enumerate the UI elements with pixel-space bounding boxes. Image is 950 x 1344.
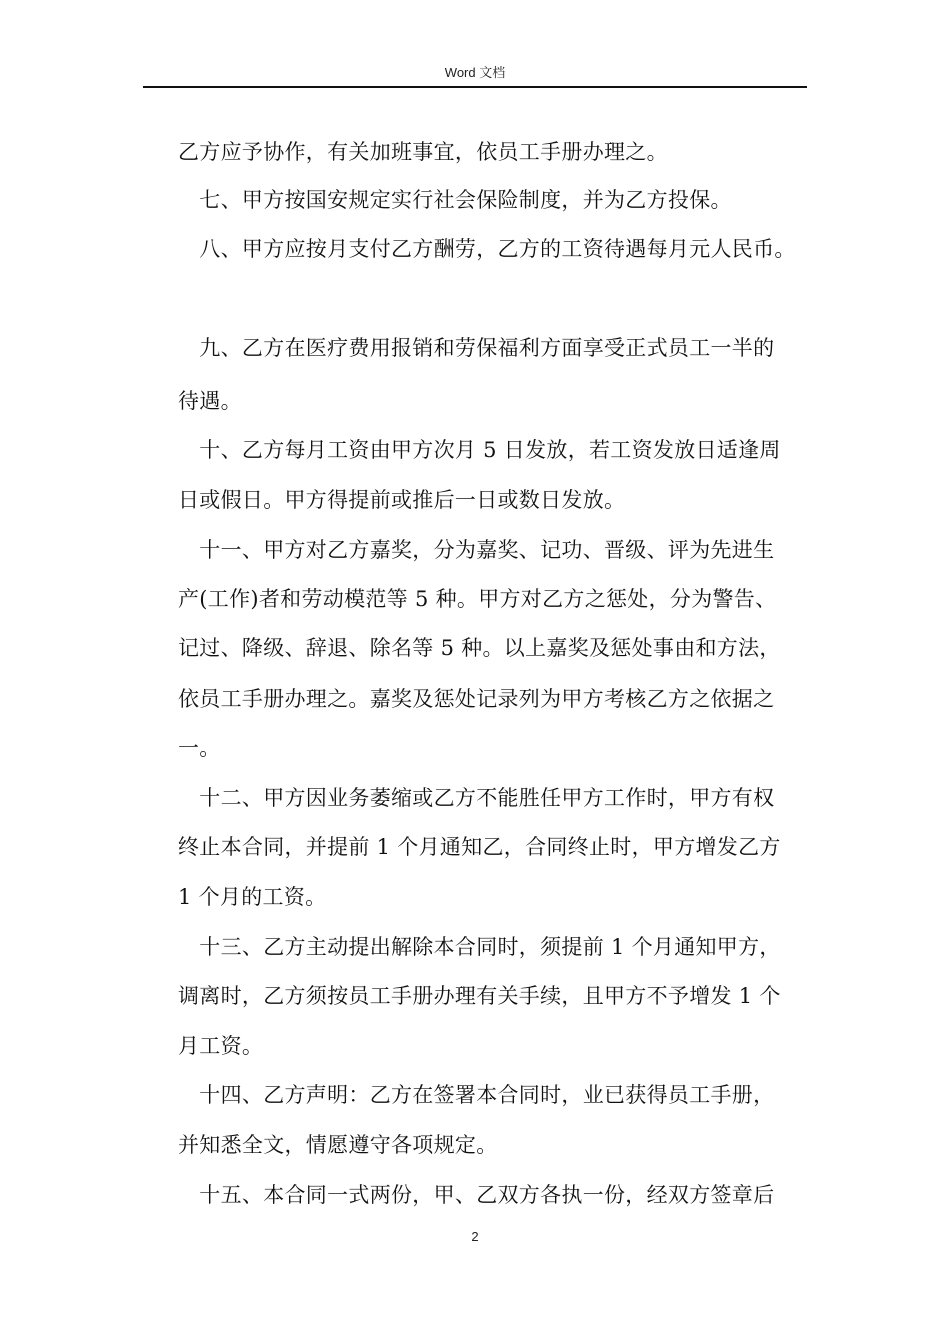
body-line: 产(工作)者和劳动模范等 5 种。甲方对乙方之惩处，分为警告、 [178, 587, 777, 611]
body-line: 乙方应予协作，有关加班事宜，依员工手册办理之。 [178, 140, 668, 164]
body-line: 依员工手册办理之。嘉奖及惩处记录列为甲方考核乙方之依据之 [178, 687, 775, 711]
body-line: 十五、本合同一式两份，甲、乙双方各执一份，经双方签章后 [178, 1183, 775, 1207]
body-line: 日或假日。甲方得提前或推后一日或数日发放。 [178, 488, 626, 512]
body-line: 八、甲方应按月支付乙方酬劳，乙方的工资待遇每月元人民币。 [178, 237, 796, 261]
body-line: 1 个月的工资。 [178, 885, 327, 909]
page-number: 2 [471, 1229, 479, 1244]
body-line: 十一、甲方对乙方嘉奖，分为嘉奖、记功、晋级、评为先进生 [178, 538, 775, 562]
body-line: 一。 [178, 736, 221, 760]
body-line: 记过、降级、辞退、除名等 5 种。以上嘉奖及惩处事由和方法， [178, 636, 781, 660]
body-line: 待遇。 [178, 389, 242, 413]
body-line: 十三、乙方主动提出解除本合同时，须提前 1 个月通知甲方， [178, 935, 781, 959]
body-line: 十、乙方每月工资由甲方次月 5 日发放，若工资发放日适逢周 [178, 438, 781, 462]
page-header: Word 文档 [444, 65, 506, 80]
body-line: 并知悉全文，情愿遵守各项规定。 [178, 1133, 498, 1157]
header-divider [143, 86, 807, 88]
body-line: 七、甲方按国安规定实行社会保险制度，并为乙方投保。 [178, 188, 732, 212]
body-line: 调离时，乙方须按员工手册办理有关手续，且甲方不予增发 1 个 [178, 984, 781, 1008]
body-line: 十二、甲方因业务萎缩或乙方不能胜任甲方工作时，甲方有权 [178, 786, 775, 810]
body-line: 九、乙方在医疗费用报销和劳保福利方面享受正式员工一半的 [178, 336, 775, 360]
body-line: 月工资。 [178, 1034, 264, 1058]
body-line: 终止本合同，并提前 1 个月通知乙，合同终止时，甲方增发乙方 [178, 835, 781, 859]
body-line: 十四、乙方声明：乙方在签署本合同时，业已获得员工手册， [178, 1083, 775, 1107]
